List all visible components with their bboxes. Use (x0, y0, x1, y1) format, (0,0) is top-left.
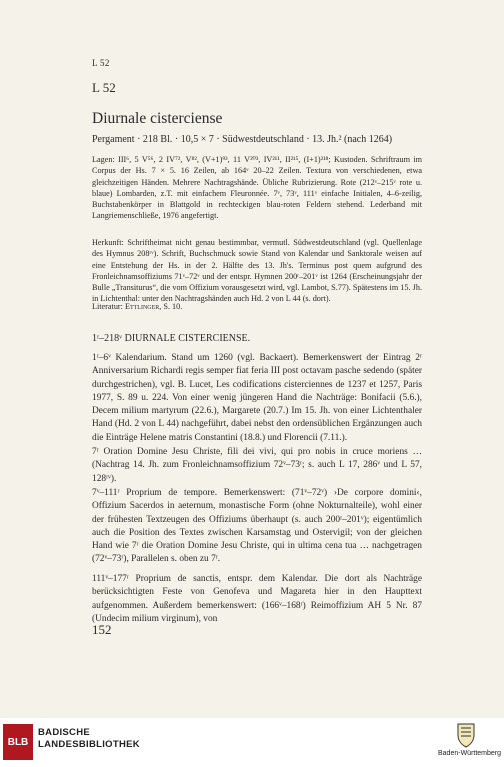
content-paragraph-proprium-sanctis: 111ᵛ–177ʳ Proprium de sanctis, entspr. dem Kalendar. Die dort als Nachträge berücksichtigten Feste von Genofeva und Magareta hier in den Haupttext aufgenommen. Außerdem bemerkenswert: (166ᵛ–168ʳ) Reimoffizium AH 5 Nr. 87 (Undecim milium virginum), von (92, 574, 422, 624)
running-head: L 52 (92, 58, 110, 68)
library-name-line2: LANDESBIBLIOTHEK (38, 739, 140, 750)
region-label: Baden-Württemberg (438, 750, 502, 757)
codicological-description: Lagen: III⁶, 5 V⁵⁶, 2 IV⁷², V⁸², (V+1)⁹³, 11 V²⁰³, IV²¹¹, II²¹⁵, (I+1)²¹⁸; Kustoden. Schriftraum im Corpus der Hs. 7 × 5. 16 Zeilen, ab 164ᵛ 20–22 Zeilen. Textura von verschiedenen, etwa gleichzeitigen Händen. Mehrere Nachtragshände. Übliche Rubrizierung. Rote (212ᵛ–215ᵛ rote u. blaue) Lombarden, z.T. mit einfachem Fleuronnée. 7ᵛ, 73ᵛ, 111ᵛ einfache Initialen, 4–6-zeilig, Buchstabenkörper in Blattgold in rechteckigen blau-roten Feldern stehend. Lederband mit Langriemenschließe, 1976 angefertigt. (92, 155, 422, 221)
page-title: Diurnale cisterciense (92, 110, 223, 127)
literature-value: Ettlinger, S. 10. (124, 302, 183, 311)
section-heading: 1ʳ–218ᵛ DIURNALE CISTERCIENSE. (92, 333, 251, 344)
coat-of-arms-icon (455, 722, 477, 748)
library-logo: BLB (3, 724, 33, 760)
content-paragraph-calendar: 1ʳ–6ᵛ Kalendarium. Stand um 1260 (vgl. Backaert). Bemerkenswert der Eintrag 2ʳ Anniversarium Richardi regis semper fiat feria III post octavam pasche sedendo (später durchgestrichen), vgl. B. Lucet, Les codifications cisterciennes de 1237 et 1257, Paris 1977, S. 89 u. 224. Von einer wenig jüngeren Hand die Nachträge: Bonifacii (5.6.), Decem milium martyrum (22.6.), Margarete (20.7.) Im 15. Jh. von einer Lichtenthaler Hand (Hd. 2 von L 44) nachgeführt, dabei nebst den ordensüblichen Ergänzungen auch die Einträge Helene matris Constantini (18.8.) und Florencii (7.11.). (92, 353, 422, 443)
provenance-paragraph: Herkunft: Schriftheimat nicht genau bestimmbar, vermutl. Südwestdeutschland (vgl. Quellenlage des Hymnus 208ʳᵛ). Schrift, Buchschmuck sowie Stand von Kalendar und Sanktorale weisen auf eine Entstehung der Hs. in der 2. Hälfte des 13. Jh's. Terminus post quem aufgrund des Fronleichnamsoffiziums 71ᵛ–72ᵛ und der entspr. Hymnen 200ʳ–201ᵛ ist 1264 (Erscheinungsjahr der Bulle „Transiturus“, die vom Offizium vorausgesetzt wird, vgl. Lambot, S.77). Spätestens im 15. Jh. in Lichtenthal: unter den Nachtragshänden auch Hd. 2 von L 44 (s. dort). (92, 238, 422, 304)
library-name (38, 727, 140, 751)
literature-line (92, 302, 422, 311)
content-paragraph-oration: 7ʳ Oration Domine Jesu Christe, fili dei vivi, qui pro nobis in cruce moriens … (Nachtrag 14. Jh. zum Fronleichnamsoffizium 72ᵛ–73ʳ; s. auch L 17, 286ᵛ und L 57, 128ʳᵛ). (92, 447, 422, 484)
page-number: 152 (92, 622, 112, 637)
manuscript-meta: Pergament · 218 Bl. · 10,5 × 7 · Südwestdeutschland · 13. Jh.² (nach 1264) (92, 134, 393, 145)
library-name-line1: BADISCHE (38, 727, 91, 738)
literature-label: Literatur: (92, 302, 123, 311)
content-paragraph-proprium-tempore: 7ᵛ–111ʳ Proprium de tempore. Bemerkenswert: (71ᵛ–72ᵛ) ›De corpore domini‹, Offizium Sacerdos in aeternum, monastische Form (ohne Nokturnalteile), wohl einer der frühesten Textzeugen des Offiziums überhaupt (s. auch 200ʳ–201ᵛ); eigentümlich auch die Position des Textes zwischen Karsamstag und Ostervigil; von der gleichen Hand wie 7ʳ die Oration Domine Jesu Christe, qui in ultima cena tua … nachgetragen (72ᵛ–73ʳ), Parallelen s. oben zu 7ʳ. (92, 488, 422, 565)
signature: L 52 (92, 80, 116, 95)
